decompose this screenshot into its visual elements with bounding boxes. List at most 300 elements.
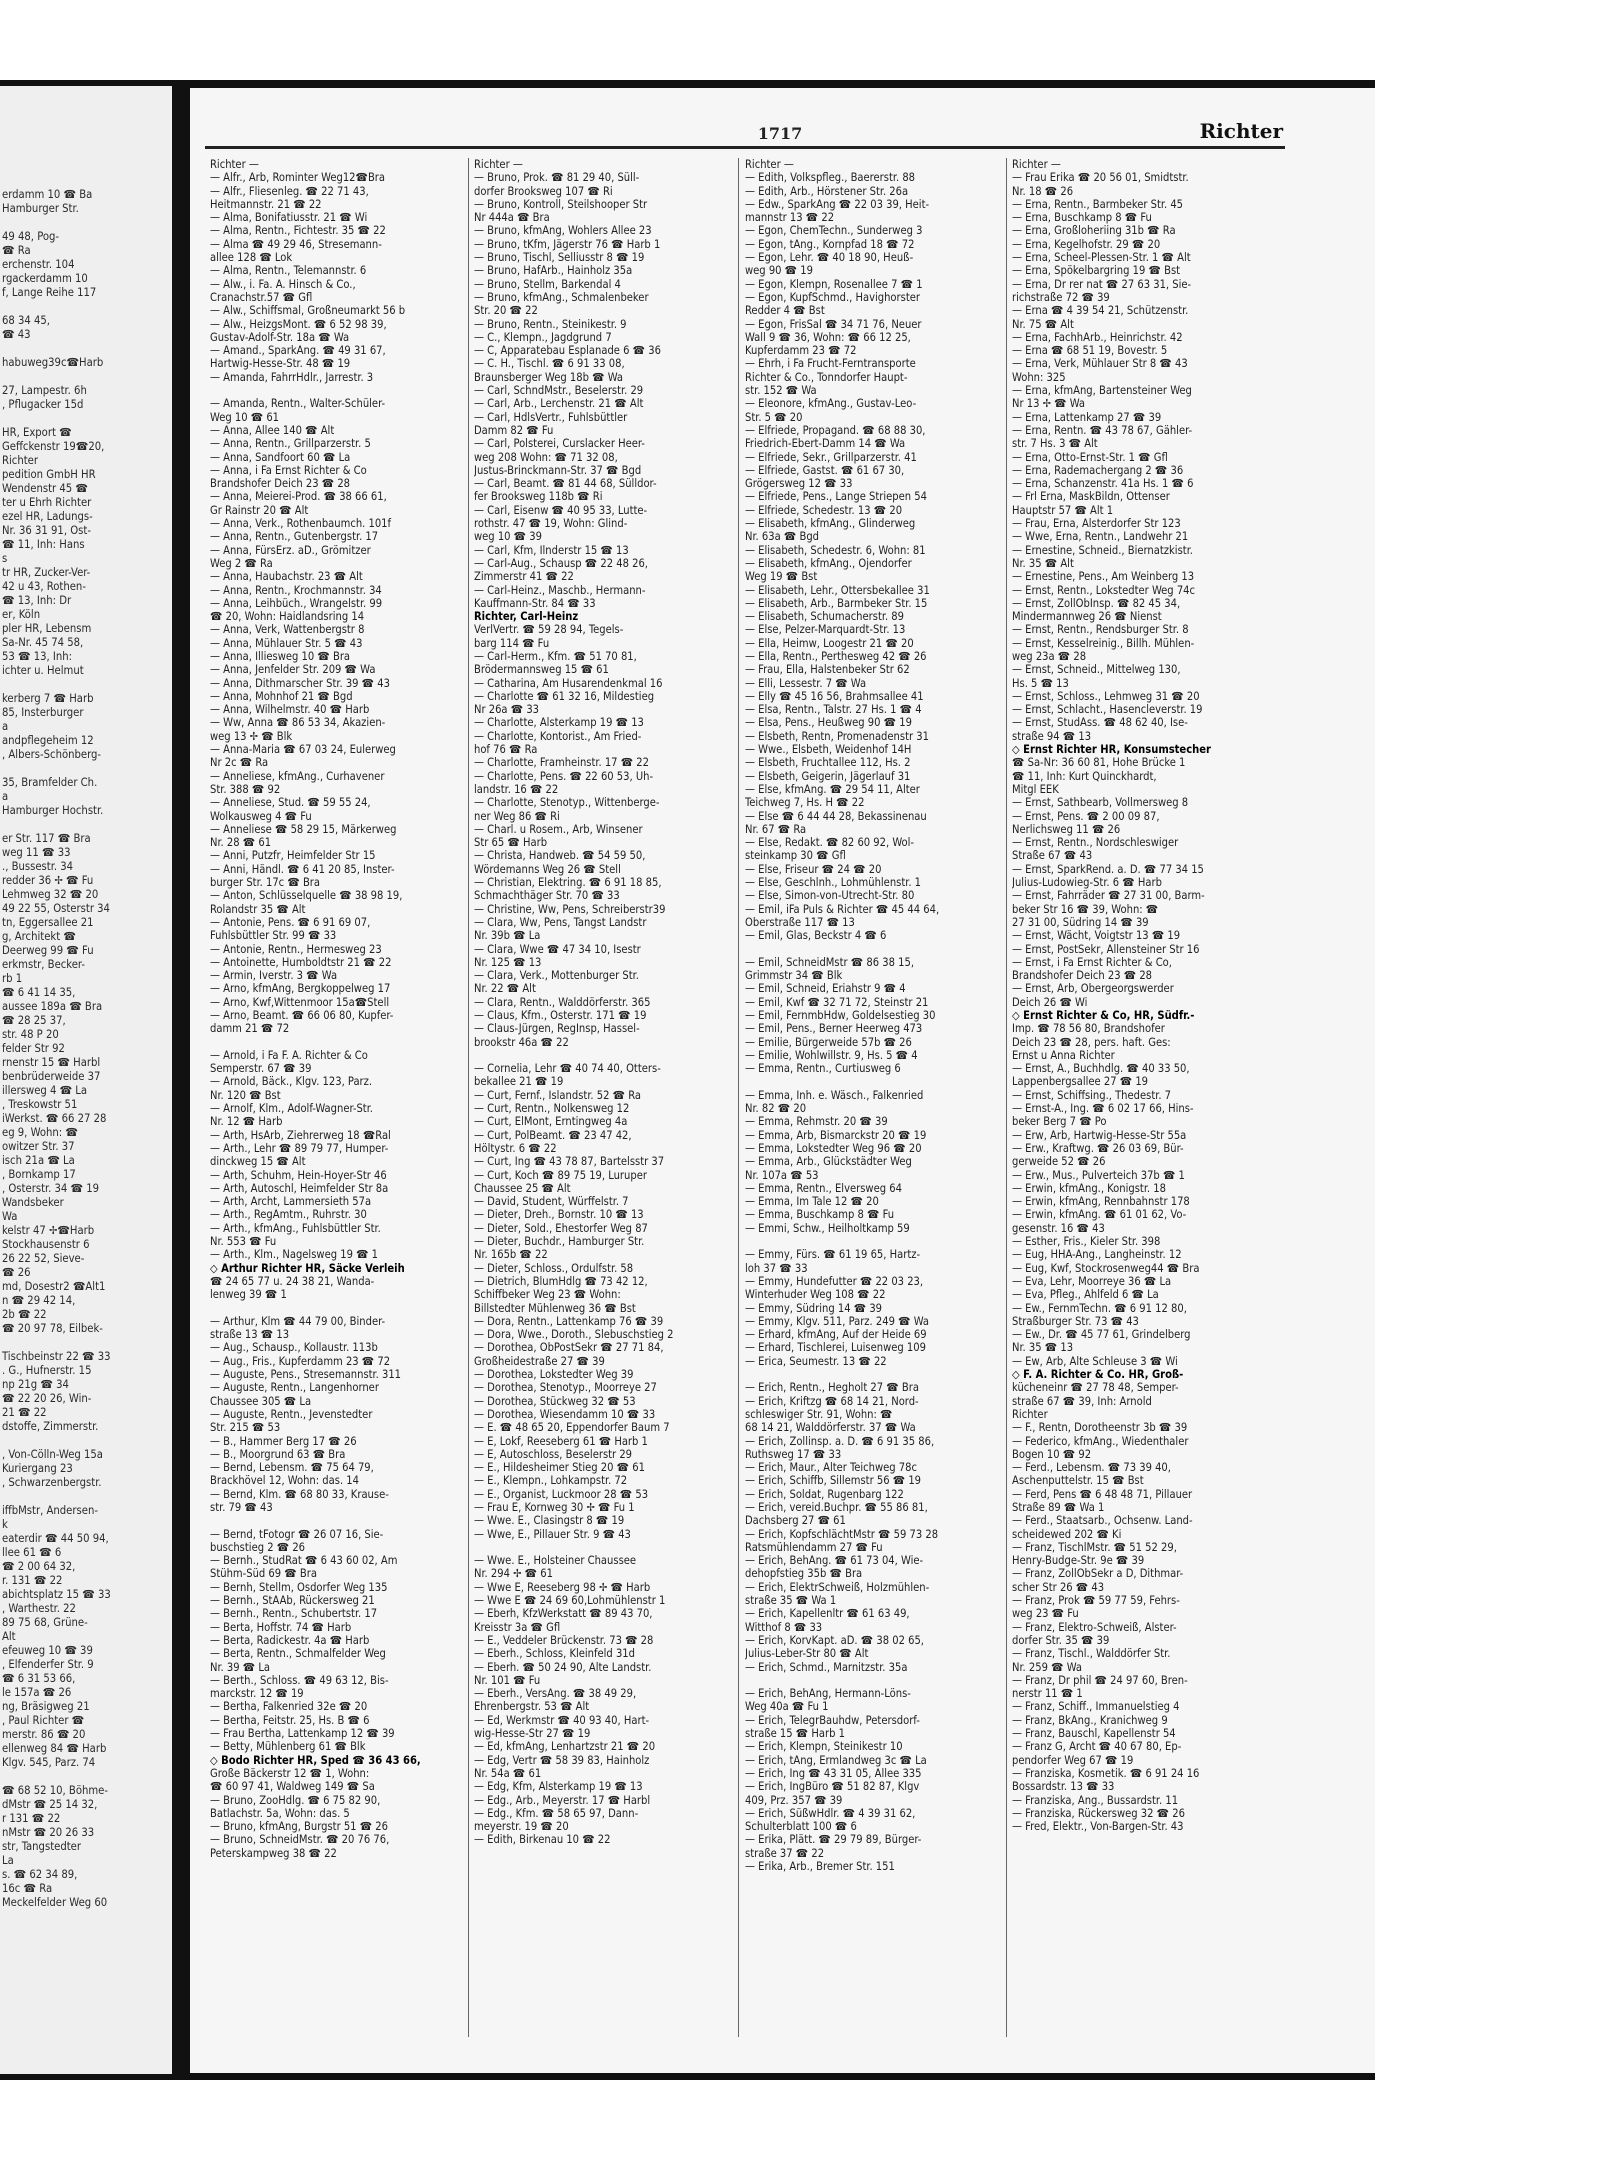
entry-line: — Alw., i. Fa. A. Hinsch & Co., <box>210 277 356 291</box>
entry-line: felder Str 92 <box>2 1042 65 1055</box>
entry-line: Wördemanns Weg 26 ☎ Stell <box>474 862 621 876</box>
entry-line: 26 22 52, Sieve- <box>2 1252 85 1265</box>
entry-line: — Erich, Schmd., Marnitzstr. 35a <box>745 1660 908 1674</box>
entry-line: — Erich, vereid.Buchpr. ☎ 55 86 81, <box>745 1500 928 1514</box>
entry-line: — Bruno, tKfm, Jägerstr 76 ☎ Harb 1 <box>474 237 661 251</box>
entry-line: — Erna ☎ 68 51 19, Bovestr. 5 <box>1012 344 1168 358</box>
entry-line: Str 65 ☎ Harb <box>474 836 548 850</box>
entry-line: — Emmy, Hundefutter ☎ 22 03 23, <box>745 1274 924 1288</box>
entry-line: Ruthsweg 17 ☎ 33 <box>745 1447 842 1461</box>
entry-line: 49 22 55, Osterstr 34 <box>2 902 110 915</box>
entry-line: — Auguste, Rentn., Langenhorner <box>210 1381 379 1395</box>
entry-line: Grimmstr 34 ☎ Blk <box>745 969 843 983</box>
entry-line: — Emma, Rentn., Elversweg 64 <box>745 1181 902 1195</box>
entry-line: Chaussee 25 ☎ Alt <box>474 1181 571 1195</box>
entry-line: — Elsbeth, Rentn, Promenadenstr 31 <box>745 729 929 743</box>
entry-line: — David, Student, Würffelstr. 7 <box>474 1195 629 1209</box>
entry-line: Nr 13 ✢ ☎ Wa <box>1012 397 1086 411</box>
entry-line: — Curt, ElMont, Erntingweg 4a <box>474 1115 628 1129</box>
entry-line: — Emilie, Wohlwillstr. 9, Hs. 5 ☎ 4 <box>745 1048 918 1062</box>
entry-line: — Elly ☎ 45 16 56, Brahmsallee 41 <box>745 689 924 703</box>
entry-line: 35, Bramfelder Ch. <box>2 776 98 789</box>
entry-line: Ratsmühlendamm 27 ☎ Fu <box>745 1540 883 1554</box>
entry-line: — Elsa, Pens., Heußweg 90 ☎ 19 <box>745 716 912 730</box>
entry-line: , Albers-Schönberg- <box>2 748 102 761</box>
entry-line: eg 9, Wohn: ☎ <box>2 1126 78 1139</box>
entry-line: np 21g ☎ 34 <box>2 1378 69 1391</box>
entry-line: , Bornkamp 17 <box>2 1168 76 1181</box>
directory-page <box>190 88 1375 2073</box>
entry-line: Kupferdamm 23 ☎ 72 <box>745 344 857 358</box>
entry-line: — Erna, Dr rer nat ☎ 27 63 31, Sie- <box>1012 277 1192 291</box>
entry-line: — Else, Redakt. ☎ 82 60 92, Wol- <box>745 836 915 850</box>
entry-line: — Anneliese ☎ 58 29 15, Märkerweg <box>210 822 397 836</box>
entry-line: Zimmerstr 41 ☎ 22 <box>474 570 574 584</box>
entry-line: — Clara, Wwe ☎ 47 34 10, Isestr <box>474 942 641 956</box>
entry-line: — Ernst, Schiffsing., Thedestr. 7 <box>1012 1088 1172 1102</box>
entry-line: eaterdir ☎ 44 50 94, <box>2 1532 109 1545</box>
entry-line: , Elfenderfer Str. 9 <box>2 1658 94 1671</box>
entry-line: — Arno, Beamt. ☎ 66 06 80, Kupfer- <box>210 1009 394 1022</box>
entry-line: — Curt, Ing ☎ 43 78 87, Bartelsstr 37 <box>474 1155 665 1169</box>
entry-line: 27, Lampestr. 6h <box>2 384 87 397</box>
entry-line: , Pflugacker 15d <box>2 398 84 411</box>
entry-line: — Carl, Arb., Lerchenstr. 21 ☎ Alt <box>474 397 644 411</box>
entry-line <box>2 678 170 692</box>
entry-line: — Erich, Zollinsp. a. D. ☎ 6 91 35 86, <box>745 1434 935 1448</box>
entry-line: dorfer Str. 35 ☎ 39 <box>1012 1633 1110 1647</box>
entry-line: Weg 40a ☎ Fu 1 <box>745 1700 829 1714</box>
entry-line: — Emil, Pens., Berner Heerweg 473 <box>745 1022 923 1036</box>
entry-line: — Erna, Rentn., Barmbeker Str. 45 <box>1012 197 1184 211</box>
entry-line: — Erna, Spökelbargring 19 ☎ Bst <box>1012 264 1181 278</box>
directory-column-3 <box>745 158 995 1873</box>
entry-line: — Anni, Putzfr, Heimfelder Str 15 <box>210 849 376 863</box>
entry-line: erkmstr, Becker- <box>2 958 85 971</box>
entry-line: — Carl, Kfm, Ilnderstr 15 ☎ 13 <box>474 543 629 557</box>
entry-line: Kreisstr 3a ☎ Gfl <box>474 1620 561 1634</box>
entry-line: — Amanda, FahrrHdlr., Jarrestr. 3 <box>210 370 374 384</box>
entry-line: Schulterblatt 100 ☎ 6 <box>745 1820 857 1834</box>
entry-line: Nr. 12 ☎ Harb <box>210 1115 283 1129</box>
entry-line: schleswiger Str. 91, Wohn: ☎ <box>745 1407 893 1421</box>
entry-line: mannstr 13 ☎ 22 <box>745 211 835 225</box>
entry-line: — Bernh., Rentn., Schubertstr. 17 <box>210 1607 378 1621</box>
entry-line: — Franz, ZollObSekr a D, Dithmar- <box>1012 1567 1184 1581</box>
entry-line <box>210 384 460 397</box>
entry-line: Weg 2 ☎ Ra <box>210 556 273 570</box>
entry-line: Wa <box>2 1210 18 1223</box>
entry-line: Justus-Brinckmann-Str. 37 ☎ Bgd <box>474 463 642 477</box>
entry-line: fer Brooksweg 118b ☎ Ri <box>474 490 603 504</box>
entry-line: — Franz, Tischl., Walddörfer Str. <box>1012 1647 1171 1661</box>
entry-line: — Ella, Heimw, Loogestr 21 ☎ 20 <box>745 636 914 650</box>
entry-line: str. 48 P 20 <box>2 1028 59 1041</box>
entry-line: — Auguste, Pens., Stresemannstr. 311 <box>210 1368 402 1382</box>
entry-line: 68 14 21, Walddörferstr. 37 ☎ Wa <box>745 1421 916 1435</box>
entry-line: — Antoinette, Humboldtstr 21 ☎ 22 <box>210 955 392 969</box>
entry-line: dMstr ☎ 25 14 32, <box>2 1798 98 1811</box>
entry-line: — Charlotte ☎ 61 32 16, Mildestieg <box>474 689 655 703</box>
entry-line: — Eug, HHA-Ang., Langheinstr. 12 <box>1012 1248 1182 1262</box>
entry-line: Nr. 18 ☎ 26 <box>1012 184 1074 198</box>
entry-line: — Anna, Rentn., Krochmannstr. 34 <box>210 583 382 597</box>
entry-line: weg 90 ☎ 19 <box>745 264 813 278</box>
entry-line: dehopfstieg 35b ☎ Bra <box>745 1567 863 1581</box>
entry-line: — Eva, Pfleg., Ahlfeld 6 ☎ La <box>1012 1288 1159 1302</box>
entry-line: ◇ Ernst Richter HR, Konsumstecher <box>1012 743 1211 757</box>
entry-line: Kauffmann-Str. 84 ☎ 33 <box>474 596 596 610</box>
entry-line: — Ew., FernmTechn. ☎ 6 91 12 80, <box>1012 1301 1187 1315</box>
entry-line: ☎ 26 <box>2 1266 31 1279</box>
entry-line: — Charlotte, Alsterkamp 19 ☎ 13 <box>474 716 644 730</box>
entry-line: 409, Prz. 357 ☎ 39 <box>745 1793 843 1807</box>
entry-line: ner Weg 86 ☎ Ri <box>474 809 560 823</box>
entry-line: , Osterstr. 34 ☎ 19 <box>2 1182 100 1195</box>
entry-line: — Egon, FrisSal ☎ 34 71 76, Neuer <box>745 317 922 331</box>
entry-line: 2b ☎ 22 <box>2 1308 47 1321</box>
entry-line: — Erhard, Tischlerei, Luisenweg 109 <box>745 1341 926 1355</box>
entry-line: — Catharina, Am Husarendenkmal 16 <box>474 676 663 690</box>
entry-line: — Bernd, Lebensm. ☎ 75 64 79, <box>210 1461 374 1475</box>
entry-line: — Clara, Rentn., Walddörferstr. 365 <box>474 995 651 1009</box>
entry-line: straße 13 ☎ 13 <box>210 1328 290 1342</box>
entry-line: — Erich, BehAng. ☎ 61 73 04, Wie- <box>745 1554 924 1568</box>
entry-line: — Eberh. ☎ 50 24 90, Alte Landstr. <box>474 1660 652 1674</box>
entry-line: — Elfriede, Pens., Lange Striepen 54 <box>745 490 927 504</box>
entry-line: illersweg 4 ☎ La <box>2 1084 88 1097</box>
entry-line: str. 7 Hs. 3 ☎ Alt <box>1012 437 1098 451</box>
entry-line: — Bruno, Rentn., Steinikestr. 9 <box>474 317 627 331</box>
entry-line: Nr. 294 ✢ ☎ 61 <box>474 1567 553 1581</box>
entry-line: — Frau, Erna, Alsterdorfer Str 123 <box>1012 517 1181 531</box>
entry-line: , Von-Cölln-Weg 15a <box>2 1448 103 1461</box>
entry-line: efeuweg 10 ☎ 39 <box>2 1644 93 1657</box>
entry-line: owitzer Str. 37 <box>2 1140 75 1153</box>
entry-line: a <box>2 720 9 733</box>
entry-line: rgackerdamm 10 <box>2 272 88 285</box>
entry-line: — Erich, TelegrBauhdw, Petersdorf- <box>745 1713 920 1727</box>
entry-line: — Franziska, Kosmetik. ☎ 6 91 24 16 <box>1012 1766 1200 1780</box>
entry-line: — Erica, Seumestr. 13 ☎ 22 <box>745 1354 887 1368</box>
entry-line: — Franz, Schiff., Immanuelstieg 4 <box>1012 1700 1180 1714</box>
entry-line: — Bruno, Tischl, Selliusstr 8 ☎ 19 <box>474 251 645 265</box>
entry-line: Mitgl EEK <box>1012 782 1059 796</box>
entry-line: ☎ 6 31 53 66, <box>2 1672 76 1685</box>
entry-line: Nr. 101 ☎ Fu <box>474 1673 541 1687</box>
entry-line: habuweg39c☎Harb <box>2 356 104 369</box>
entry-line: Witthof 8 ☎ 33 <box>745 1620 823 1634</box>
entry-line: allee 128 ☎ Lok <box>210 251 293 265</box>
entry-line: er, Köln <box>2 608 41 621</box>
entry-line: — Eberh, KfzWerkstatt ☎ 89 43 70, <box>474 1607 653 1621</box>
entry-line: — Anna, Verk., Rothenbaumch. 101f <box>210 517 392 531</box>
entry-line: — Dora, Rentn., Lattenkamp 76 ☎ 39 <box>474 1314 664 1328</box>
entry-line: loh 37 ☎ 33 <box>745 1261 808 1275</box>
entry-line: — Claus-Jürgen, RegInsp, Hassel- <box>474 1022 640 1036</box>
entry-line: — Erich, tAng, Ermlandweg 3c ☎ La <box>745 1753 927 1767</box>
entry-line: — Fred, Elektr., Von-Bargen-Str. 43 <box>1012 1820 1184 1834</box>
entry-line: — Aug., Schausp., Kollaustr. 113b <box>210 1341 378 1355</box>
entry-line: — Emmy, Südring 14 ☎ 39 <box>745 1301 883 1315</box>
entry-line: Richter <box>1012 1407 1048 1421</box>
entry-line: — Anna-Maria ☎ 67 03 24, Eulerweg <box>210 743 396 757</box>
entry-line: — B., Hammer Berg 17 ☎ 26 <box>210 1434 357 1448</box>
entry-line: — Elli, Lessestr. 7 ☎ Wa <box>745 676 867 690</box>
entry-line: ☎ 22 20 26, Win- <box>2 1392 92 1405</box>
entry-line: — Dorothea, Stückweg 32 ☎ 53 <box>474 1394 636 1408</box>
entry-line: — Else, Simon-von-Utrecht-Str. 80 <box>745 889 915 903</box>
entry-line: ☎ 68 52 10, Böhme- <box>2 1784 109 1797</box>
entry-line: Fuhlsbüttler Str. 99 ☎ 33 <box>210 929 337 943</box>
entry-line: weg 13 ✢ ☎ Blk <box>210 729 293 743</box>
entry-line: Bogen 10 ☎ 92 <box>1012 1447 1092 1461</box>
entry-line: Brandshofer Deich 23 ☎ 28 <box>1012 969 1153 983</box>
entry-line: bekallee 21 ☎ 19 <box>474 1075 564 1089</box>
entry-line: — Elfriede, Propagand. ☎ 68 88 30, <box>745 423 926 437</box>
entry-line <box>2 300 170 314</box>
entry-line: Ernst u Anna Richter <box>1012 1048 1115 1062</box>
entry-line: — Franz, BkAng., Kranichweg 9 <box>1012 1713 1168 1727</box>
entry-line: weg 11 ☎ 33 <box>2 846 71 859</box>
entry-line: ezel HR, Ladungs- <box>2 510 93 523</box>
entry-line: — Federico, kfmAng., Wiedenthaler <box>1012 1434 1189 1448</box>
entry-line: — Emil, Kwf ☎ 32 71 72, Steinstr 21 <box>745 995 929 1009</box>
entry-line: — Erich, BehAng, Hermann-Löns- <box>745 1687 911 1701</box>
entry-line: — Edith, Arb., Hörstener Str. 26a <box>745 184 909 198</box>
entry-line: Gr Rainstr 20 ☎ Alt <box>210 503 309 517</box>
entry-line <box>210 1036 460 1049</box>
entry-line: — Dorothea, Stenotyp., Moorreye 27 <box>474 1381 657 1395</box>
entry-line: — Dieter, Dreh., Bornstr. 10 ☎ 13 <box>474 1208 644 1222</box>
entry-line: — Christian, Elektring. ☎ 6 91 18 85, <box>474 876 662 890</box>
entry-line: Julius-Ludowieg-Str. 6 ☎ Harb <box>1012 876 1162 890</box>
entry-line: Brandshofer Deich 23 ☎ 28 <box>210 477 351 491</box>
entry-line: — Anna, Rentn., Grillparzerstr. 5 <box>210 437 371 451</box>
entry-line: — Emma, Rehmstr. 20 ☎ 39 <box>745 1115 888 1129</box>
entry-line: , Paul Richter ☎ <box>2 1714 85 1727</box>
entry-line: — Ella, Rentn., Perthesweg 42 ☎ 26 <box>745 649 927 663</box>
left-page-column <box>2 188 170 1910</box>
entry-line: — Ernst, Sathbearb, Vollmersweg 8 <box>1012 796 1189 810</box>
entry-line <box>2 818 170 832</box>
entry-line <box>2 1336 170 1350</box>
entry-line: Nr. 120 ☎ Bst <box>210 1088 281 1102</box>
entry-line: HR, Export ☎ <box>2 426 72 439</box>
entry-line: ☎ 20, Wohn: Haidlandsring 14 <box>210 610 365 624</box>
entry-line: Lehmweg 32 ☎ 20 <box>2 888 99 901</box>
entry-line <box>2 370 170 384</box>
entry-line: — Amanda, Rentn., Walter-Schüler- <box>210 397 386 411</box>
entry-line: — Anna, Illiesweg 10 ☎ Bra <box>210 649 351 663</box>
entry-line: Meckelfelder Weg 60 <box>2 1896 108 1909</box>
entry-line: dinckweg 15 ☎ Alt <box>210 1155 306 1169</box>
entry-line: — Dieter, Sold., Ehestorfer Weg 87 <box>474 1221 648 1235</box>
entry-line: — Ed, kfmAng, Lenhartzstr 21 ☎ 20 <box>474 1740 656 1754</box>
entry-line: — Ernestine, Pens., Am Weinberg 13 <box>1012 570 1195 584</box>
entry-line: — Wwe. E., Clasingstr 8 ☎ 19 <box>474 1514 625 1528</box>
entry-line: — Egon, ChemTechn., Sunderweg 3 <box>745 224 923 238</box>
entry-line: — Erich, SüßwHdlr. ☎ 4 39 31 62, <box>745 1806 916 1820</box>
entry-line: Tischbeinstr 22 ☎ 33 <box>2 1350 111 1363</box>
entry-line: — Arthur, Klm ☎ 44 79 00, Binder- <box>210 1314 386 1328</box>
entry-line: Nr. 67 ☎ Ra <box>745 822 807 836</box>
entry-line: Wandsbeker <box>2 1196 64 1209</box>
entry-line: Nr. 39 ☎ La <box>210 1660 271 1674</box>
entry-line: damm 21 ☎ 72 <box>210 1022 290 1036</box>
entry-line: kerberg 7 ☎ Harb <box>2 692 94 705</box>
entry-line: Rolandstr 35 ☎ Alt <box>210 902 306 916</box>
entry-line: Nr. 35 ☎ Alt <box>1012 556 1074 570</box>
entry-line: — Alma, Bonifatiusstr. 21 ☎ Wi <box>210 211 368 225</box>
entry-line: — Anna, Jenfelder Str. 209 ☎ Wa <box>210 663 376 677</box>
entry-line: — Ed, Werkmstr ☎ 40 93 40, Hart- <box>474 1713 650 1727</box>
entry-line: — Carl, SchndMstr., Beselerstr. 29 <box>474 384 644 398</box>
column-divider <box>1006 158 1007 2037</box>
entry-line: tn, Eggersallee 21 <box>2 916 94 929</box>
entry-line: ng, Bräsigweg 21 <box>2 1700 90 1713</box>
entry-line: nMstr ☎ 20 26 33 <box>2 1826 95 1839</box>
entry-line: — Dorothea, ObPostSekr ☎ 27 71 84, <box>474 1341 664 1355</box>
entry-line: Nr. 36 31 91, Ost- <box>2 524 91 537</box>
entry-line: ◇ Arthur Richter HR, Säcke Verleih <box>210 1261 405 1275</box>
entry-line: — Arth., RegAmtm., Ruhrstr. 30 <box>210 1208 367 1222</box>
entry-line <box>745 943 995 956</box>
entry-line: Hartwig-Hesse-Str. 48 ☎ 19 <box>210 357 351 371</box>
entry-line: — Wwe, Erna, Rentn., Landwehr 21 <box>1012 530 1189 544</box>
entry-line: Nr. 63a ☎ Bgd <box>745 530 819 544</box>
entry-line: landstr. 16 ☎ 22 <box>474 782 559 796</box>
entry-line: — Berta, Hoffstr. 74 ☎ Harb <box>210 1620 352 1634</box>
entry-line: — E., Veddeler Brückenstr. 73 ☎ 28 <box>474 1633 654 1647</box>
entry-line: ☎ 2 00 64 32, <box>2 1560 76 1573</box>
entry-line: ☎ 28 25 37, <box>2 1014 66 1027</box>
entry-line: — Anna, Sandfoort 60 ☎ La <box>210 450 351 464</box>
entry-line: — Emil, FernmbHdw, Goldelsestieg 30 <box>745 1009 936 1022</box>
entry-line: — Carl-Aug., Schausp ☎ 22 48 26, <box>474 556 648 570</box>
entry-line: kelstr 47 ✢☎Harb <box>2 1224 95 1237</box>
entry-line: buschstieg 2 ☎ 26 <box>210 1540 306 1554</box>
entry-line: — Frau, Ella, Halstenbeker Str 62 <box>745 663 910 677</box>
entry-line: — Curt, Koch ☎ 89 75 19, Luruper <box>474 1168 647 1182</box>
entry-line: — Carl, HdlsVertr., Fuhlsbüttler <box>474 410 628 424</box>
entry-line: ☎ 6 41 14 35, <box>2 986 76 999</box>
entry-line: — Wwe. E., Holsteiner Chaussee <box>474 1554 637 1568</box>
entry-line: — Erwin, kfmAng. ☎ 61 01 62, Vo- <box>1012 1208 1187 1222</box>
entry-line: straße 37 ☎ 22 <box>745 1846 825 1860</box>
entry-line: — Ernst-A., Ing. ☎ 6 02 17 66, Hins- <box>1012 1102 1194 1116</box>
entry-line: scheidewed 202 ☎ Ki <box>1012 1527 1122 1541</box>
entry-line <box>2 412 170 426</box>
entry-line: — Auguste, Rentn., Jevenstedter <box>210 1407 373 1421</box>
entry-line: ., Bussestr. 34 <box>2 860 74 873</box>
entry-line: — Elsbeth, Geigerin, Jägerlauf 31 <box>745 769 911 783</box>
entry-line: VerlVertr. ☎ 59 28 94, Tegels- <box>474 623 624 637</box>
entry-line: — Berth., Schloss. ☎ 49 63 12, Bis- <box>210 1673 389 1687</box>
entry-line: — Elisabeth, kfmAng., Glinderweg <box>745 517 916 531</box>
entry-line: — Erich, ElektrSchweiß, Holzmühlen- <box>745 1580 930 1594</box>
entry-line: ter u Ehrh Richter <box>2 496 92 509</box>
entry-line: redder 36 ✢ ☎ Fu <box>2 874 94 887</box>
entry-line: — Erna, Lattenkamp 27 ☎ 39 <box>1012 410 1162 424</box>
entry-line: — Curt, Fernf., Islandstr. 52 ☎ Ra <box>474 1088 642 1102</box>
entry-line: Richter — <box>1012 158 1061 171</box>
entry-line: — Anna, Rentn., Gutenbergstr. 17 <box>210 530 379 544</box>
entry-line: — Claus, Kfm., Osterstr. 171 ☎ 19 <box>474 1009 647 1022</box>
entry-line: Wohn: 325 <box>1012 370 1066 384</box>
entry-line: weg 23 ☎ Fu <box>1012 1607 1079 1621</box>
entry-line: Straßburger Str. 73 ☎ 43 <box>1012 1314 1139 1328</box>
entry-line: — Erhard, kfmAng, Auf der Heide 69 <box>745 1328 927 1342</box>
entry-line: — Erich, Soldat, Rugenbarg 122 <box>745 1487 904 1501</box>
entry-line: — C. H., Tischl. ☎ 6 91 33 08, <box>474 357 625 371</box>
entry-line: 53 ☎ 13, Inh: <box>2 650 73 663</box>
entry-line: — Wwe E, Reeseberg 98 ✢ ☎ Harb <box>474 1580 651 1594</box>
entry-line: — Franz, Prok ☎ 59 77 59, Fehrs- <box>1012 1594 1180 1608</box>
entry-line: — Erna, Buschkamp 8 ☎ Fu <box>1012 211 1152 225</box>
entry-line: — Elfriede, Schedestr. 13 ☎ 20 <box>745 503 903 517</box>
entry-line: Nr 2c ☎ Ra <box>210 756 269 770</box>
entry-line: Hamburger Str. <box>2 202 79 215</box>
entry-line: — Christa, Handweb. ☎ 54 59 50, <box>474 849 646 863</box>
entry-line: gerweide 52 ☎ 26 <box>1012 1155 1106 1169</box>
entry-line: Schmachthäger Str. 70 ☎ 33 <box>474 889 620 903</box>
entry-line: — Emil, Glas, Beckstr 4 ☎ 6 <box>745 929 887 943</box>
entry-line: — Ernst, PostSekr, Allensteiner Str 16 <box>1012 942 1200 956</box>
entry-line: — Franziska, Rückersweg 32 ☎ 26 <box>1012 1806 1185 1820</box>
entry-line: — Erich, Kapellenltr ☎ 61 63 49, <box>745 1607 910 1621</box>
entry-line: — C, Apparatebau Esplanade 6 ☎ 36 <box>474 344 661 358</box>
entry-line: — Arth., Lehr ☎ 89 79 77, Humper- <box>210 1141 389 1155</box>
entry-line: — Carl, Beamt. ☎ 81 44 68, Sülldor- <box>474 477 657 491</box>
entry-line: — Bruno, ZooHdlg. ☎ 6 75 82 90, <box>210 1793 381 1807</box>
entry-line: erchenstr. 104 <box>2 258 75 271</box>
entry-line: — Elisabeth, kfmAng., Ojendorfer <box>745 556 912 570</box>
entry-line: Henry-Budge-Str. 9e ☎ 39 <box>1012 1554 1145 1568</box>
entry-line: Julius-Leber-Str 80 ☎ Alt <box>745 1647 869 1661</box>
entry-line: wig-Hesse-Str 27 ☎ 19 <box>474 1727 591 1741</box>
entry-line: Nr. 22 ☎ Alt <box>474 982 536 996</box>
entry-line: — Bruno, kfmAng, Wohlers Allee 23 <box>474 224 652 238</box>
entry-line: Wolkausweg 4 ☎ Fu <box>210 809 312 823</box>
entry-line: — Charlotte, Stenotyp., Wittenberge- <box>474 796 660 810</box>
entry-line: Imp. ☎ 78 56 80, Brandshofer <box>1012 1022 1165 1036</box>
entry-line: — Eberh., VersAng. ☎ 38 49 29, <box>474 1687 637 1701</box>
entry-line: Mindermannweg 26 ☎ Nienst <box>1012 610 1162 624</box>
entry-line: — Alma ☎ 49 29 46, Stresemann- <box>210 237 382 251</box>
entry-line: — Erich, Maur., Alter Teichweg 78c <box>745 1461 917 1475</box>
entry-line: — Carl-Heinz., Maschb., Hermann- <box>474 583 646 597</box>
entry-line: — Dorothea, Lokstedter Weg 39 <box>474 1368 634 1382</box>
entry-line: — Ernst, Rentn., Lokstedter Weg 74c <box>1012 583 1196 597</box>
entry-line: — Frau Bertha, Lattenkamp 12 ☎ 39 <box>210 1727 395 1741</box>
entry-line: iffbMstr, Andersen- <box>2 1504 98 1517</box>
entry-line: — Erich, Ing ☎ 43 31 05, Allee 335 <box>745 1766 922 1780</box>
entry-line: brookstr 46a ☎ 22 <box>474 1035 569 1049</box>
entry-line: — Arno, kfmAng, Bergkoppelweg 17 <box>210 982 391 996</box>
entry-line: — E., Organist, Luckmoor 28 ☎ 53 <box>474 1487 649 1501</box>
entry-line: — Franziska, Ang., Bussardstr. 11 <box>1012 1793 1179 1807</box>
entry-line: Nr. 54a ☎ 61 <box>474 1766 542 1780</box>
entry-line: — Anna, Mohnhof 21 ☎ Bgd <box>210 689 353 703</box>
entry-line: — Arth., kfmAng., Fuhlsbüttler Str. <box>210 1221 381 1235</box>
header-rule <box>205 146 1285 149</box>
entry-line: Aschenputtelstr. 15 ☎ Bst <box>1012 1474 1144 1488</box>
entry-line: Nr. 125 ☎ 13 <box>474 955 542 969</box>
entry-line: 68 34 45, <box>2 314 51 327</box>
entry-line: — Arnold, i Fa F. A. Richter & Co <box>210 1048 368 1062</box>
entry-line: — Egon, tAng., Kornpfad 18 ☎ 72 <box>745 237 915 251</box>
